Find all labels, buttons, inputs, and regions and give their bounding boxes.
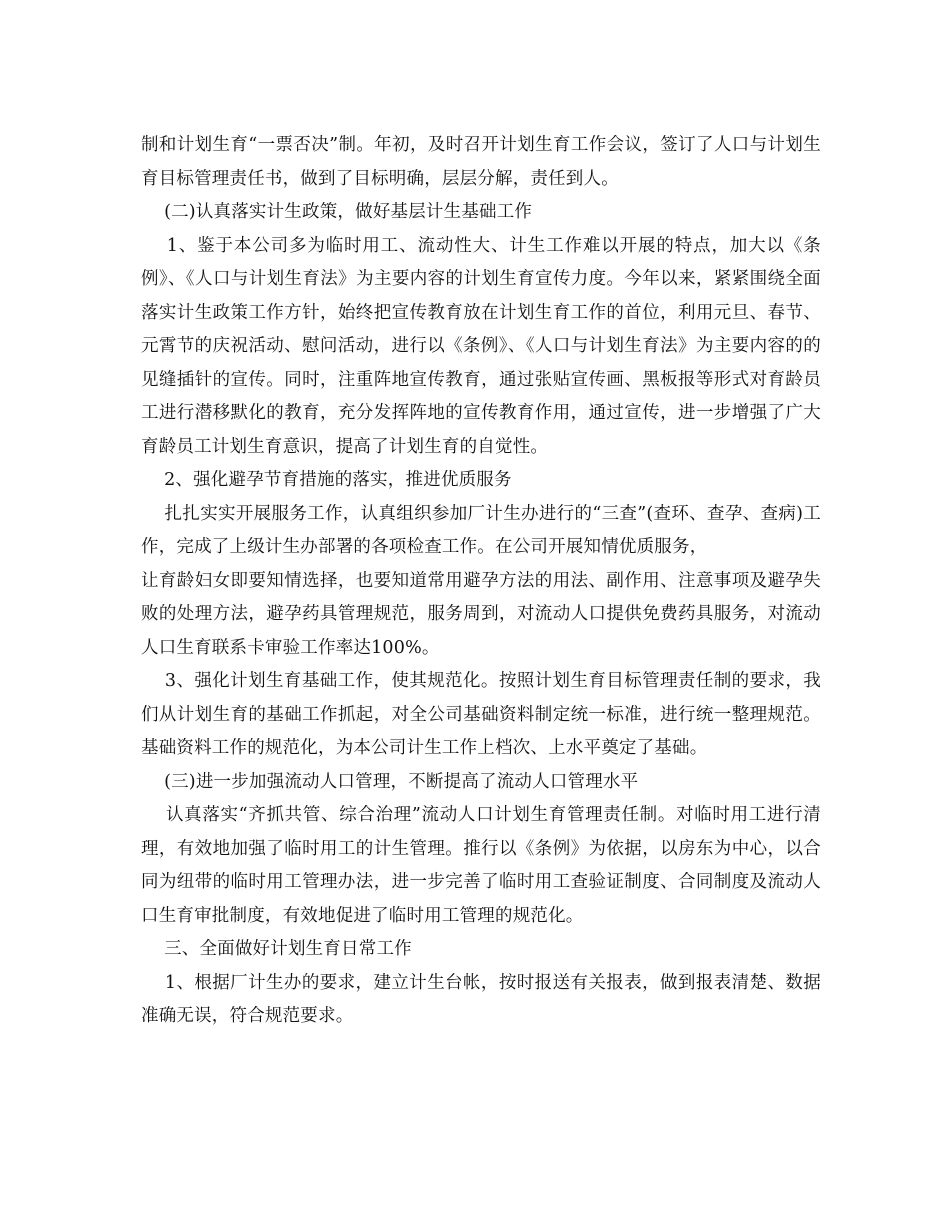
section-heading-3: (三)进一步加强流动人口管理，不断提高了流动人口管理水平	[141, 771, 639, 792]
paragraph-service: 扎扎实实开展服务工作，认真组织参加厂计生办进行的“三查”(查环、查孕、查病)工作，完成了上级计生办部署的各项检查工作。在公司开展知情优质服务， 让育龄妇女即要知情选择，也要知道常用避孕方法的用法、副作用、注意事项及避孕失败的处理方法，避孕药具管理规范，服务周到，对流动人口提供免费药具服务，对流动人口生育联系卡审验工作率达100%。	[141, 503, 821, 658]
section-heading-2: (二)认真落实计生政策，做好基层计生基础工作	[141, 202, 533, 222]
subheading-contraception: 2、强化避孕节育措施的落实，推进优质服务	[141, 470, 512, 490]
paragraph-continuation: 制和计划生育“一票否决”制。年初，及时召开计划生育工作会议，签订了人口与计划生育目标管理责任书，做到了目标明确，层层分解，责任到人。	[141, 135, 821, 189]
paragraph-reports: 1、根据厂计生办的要求，建立计生台帐，按时报送有关报表，做到报表清楚、数据准确无误，符合规范要求。	[141, 972, 822, 1026]
paragraph-standardization: 3、强化计划生育基础工作，使其规范化。按照计划生育目标管理责任制的要求，我们从计划生育的基础工作抓起，对全公司基础资料制定统一标准，进行统一整理规范。基础资料工作的规范化，为本公司计生工作上档次、上水平奠定了基础。	[141, 671, 822, 758]
section-heading-daily-work: 三、全面做好计划生育日常工作	[141, 939, 412, 959]
paragraph-publicity: 1、鉴于本公司多为临时用工、流动性大、计生工作难以开展的特点，加大以《条例》、《人口与计划生育法》为主要内容的计划生育宣传力度。今年以来，紧紧围绕全面落实计生政策工作方针，始终把宣传教育放在计划生育工作的首位，利用元旦、春节、元霄节的庆祝活动、慰问活动，进行以《条例》、《人口与计划生育法》为主要内容的的见缝插针的宣传。同时，注重阵地宣传教育，通过张贴宣传画、黑板报等形式对育龄员工进行潜移默化的教育，充分发挥阵地的宣传教育作用，通过宣传，进一步增强了广大育龄员工计划生育意识，提高了计划生育的自觉性。	[141, 235, 821, 457]
document-body	[141, 129, 821, 1034]
paragraph-migrant-management: 认真落实“齐抓共管、综合治理”流动人口计划生育管理责任制。对临时用工进行清理，有效地加强了临时用工的计生管理。推行以《条例》为依据，以房东为中心，以合同为纽带的临时用工管理办法，进一步完善了临时用工查验证制度、合同制度及流动人口生育审批制度，有效地促进了临时用工管理的规范化。	[141, 805, 821, 926]
